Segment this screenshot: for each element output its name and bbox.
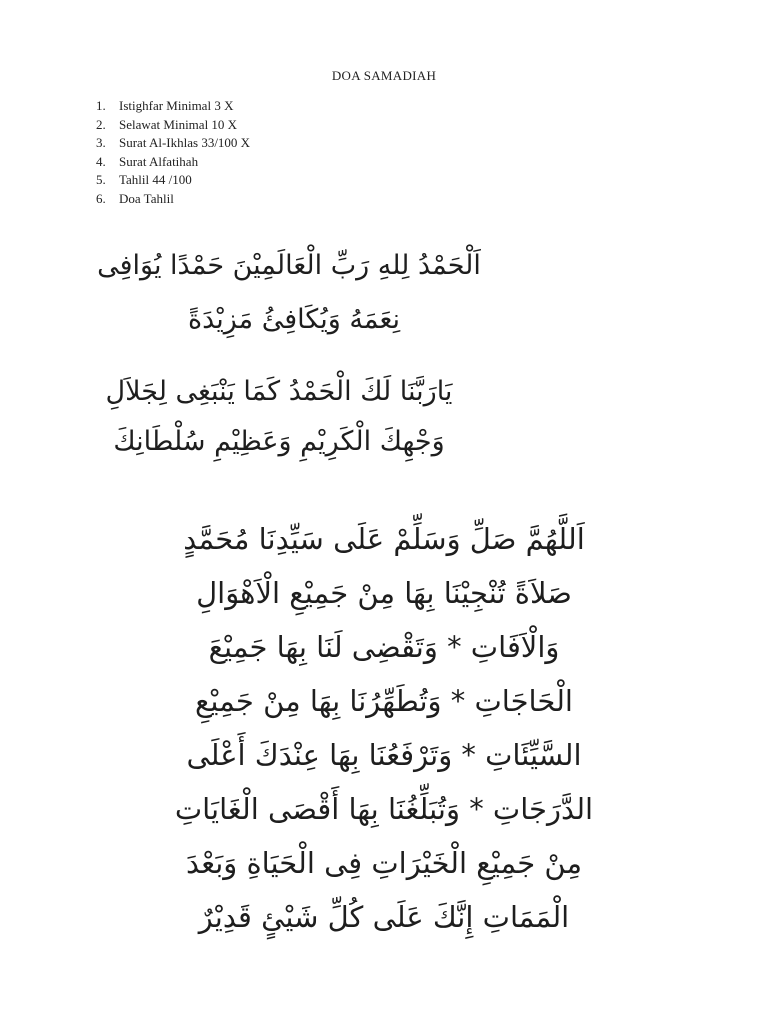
prayer-line: الدَّرَجَاتِ * وَتُبَلِّغُنَا بِهَا أَقْصَى الْغَايَاتِ — [174, 792, 594, 826]
prayer-line: مِنْ جَمِيْعِ الْخَيْرَاتِ فِى الْحَيَاةِ وَبَعْدَ — [185, 846, 583, 880]
prayer-line: السَّيِّئَاتِ * وَتَرْفَعُنَا بِهَا عِنْدَكَ أَعْلَى — [186, 738, 582, 772]
prayer-line: يَارَبَّنَا لَكَ الْحَمْدُ كَمَا يَنْبَغِى لِجَلاَلِ — [105, 376, 453, 407]
list-item-text: Tahlil 44 /100 — [119, 172, 192, 187]
list-item — [96, 190, 250, 209]
list-item-number: 2. — [96, 116, 106, 132]
list-item-number: 4. — [96, 153, 106, 169]
prayer-line: نِعَمَهُ وَيُكَافِئُ مَزِيْدَةً — [187, 304, 401, 335]
prayer-line: وَالْاَفَاتِ * وَتَقْضِى لَنَا بِهَا جَمِيْعَ — [208, 630, 560, 664]
list-item — [96, 171, 250, 190]
list-item-number: 6. — [96, 190, 106, 206]
list-item — [96, 116, 250, 135]
steps-list — [96, 97, 250, 208]
list-item-text: Surat Alfatihah — [119, 153, 199, 169]
prayer-line: اَلْحَمْدُ لِلهِ رَبِّ الْعَالَمِيْنَ حَمْدًا يُوَافِى — [97, 250, 481, 281]
prayer-line: الْحَاجَاتِ * وَتُطَهِّرُنَا بِهَا مِنْ جَمِيْعِ — [194, 684, 573, 718]
list-item — [96, 153, 250, 172]
list-item-text: Selawat Minimal 10 X — [119, 116, 238, 132]
prayer-line: صَلاَةً تُنْجِيْنَا بِهَا مِنْ جَمِيْعِ الْاَهْوَالِ — [196, 576, 572, 610]
list-item-text: Doa Tahlil — [119, 190, 174, 206]
list-item-number: 5. — [96, 172, 106, 187]
prayer-line: اَللَّهُمَّ صَلِّ وَسَلِّمْ عَلَى سَيِّدِنَا مُحَمَّدٍ — [183, 522, 585, 556]
list-item-text: Istighfar Minimal 3 X — [119, 98, 234, 113]
list-item-text: Surat Al-Ikhlas 33/100 X — [119, 135, 251, 150]
list-item — [96, 134, 250, 153]
prayer-line: وَجْهِكَ الْكَرِيْمِ وَعَظِيْمِ سُلْطَانِكَ — [113, 426, 445, 457]
list-item — [96, 97, 250, 116]
page-title: DOA SAMADIAH — [331, 68, 437, 83]
prayer-line: الْمَمَاتِ إِنَّكَ عَلَى كُلِّ شَيْئٍ قَدِيْرٌ — [198, 900, 570, 934]
list-item-number: 3. — [96, 135, 106, 150]
list-item-number: 1. — [96, 98, 106, 113]
